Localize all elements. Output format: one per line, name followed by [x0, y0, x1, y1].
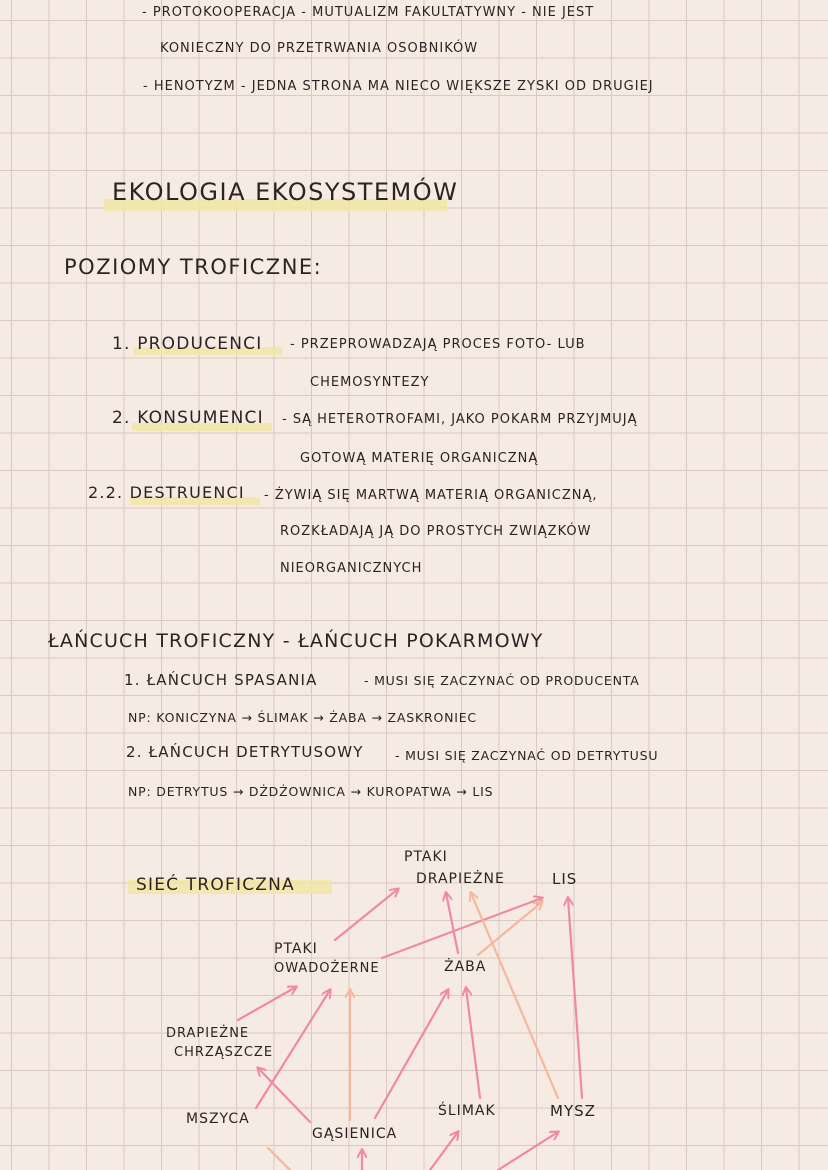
level-2-term: 2. KONSUMENCI — [112, 408, 264, 428]
node-ptaki-owadozerne-1: PTAKI — [274, 941, 318, 957]
node-ptaki-drapiezne-1: PTAKI — [404, 849, 448, 865]
food-web-title: SIEĆ TROFICZNA — [136, 875, 295, 895]
arrow-zaba-to-drapiezne — [446, 893, 458, 953]
node-gasienica: GĄSIENICA — [312, 1126, 398, 1142]
arrow-mysz-to-lis — [568, 898, 582, 1098]
trophic-levels-heading: POZIOMY TROFICZNE: — [64, 255, 323, 279]
level-2-def: - SĄ HETEROTROFAMI, JAKO POKARM PRZYJMUJĄ — [282, 412, 638, 427]
node-ptaki-owadozerne-2: OWADOŻERNE — [274, 961, 380, 976]
level-1-cont: CHEMOSYNTEZY — [310, 375, 430, 390]
chain-1-rule: - MUSI SIĘ ZACZYNAĆ OD PRODUCENTA — [364, 673, 640, 688]
level-3-term: 2.2. DESTRUENCI — [88, 483, 245, 502]
intro-line-3: - HENOTYZM - JEDNA STRONA MA NIECO WIĘKSZE ZYSKI OD DRUGIEJ — [143, 79, 654, 94]
chain-1-title: 1. ŁAŃCUCH SPASANIA — [124, 671, 318, 689]
arrow-bottom-mszyca-source — [268, 1148, 290, 1170]
node-mszyca: MSZYCA — [186, 1111, 250, 1127]
arrow-chrzaszcze-to-owadozerne — [238, 987, 296, 1020]
level-1-term: 1. PRODUCENCI — [112, 334, 263, 354]
node-lis: LIS — [552, 870, 578, 888]
chain-2-title: 2. ŁAŃCUCH DETRYTUSOWY — [126, 743, 364, 761]
arrow-bottom-to-mysz — [498, 1132, 558, 1170]
node-zaba: ŻABA — [444, 959, 487, 975]
node-slimak: ŚLIMAK — [438, 1103, 496, 1119]
level-1-def: - PRZEPROWADZAJĄ PROCES FOTO- LUB — [290, 337, 586, 352]
node-mysz: MYSZ — [550, 1102, 596, 1120]
section-title: EKOLOGIA EKOSYSTEMÓW — [112, 178, 459, 206]
arrow-gasienica-to-chrzaszcze — [258, 1068, 310, 1122]
level-3-cont-2: NIEORGANICZNYCH — [280, 561, 423, 576]
level-3-cont-1: ROZKŁADAJĄ JĄ DO PROSTYCH ZWIĄZKÓW — [280, 524, 592, 539]
node-ptaki-drapiezne-2: DRAPIEŻNE — [416, 871, 505, 887]
intro-line-2: KONIECZNY DO PRZETRWANIA OSOBNIKÓW — [160, 41, 479, 56]
arrow-bottom-to-slimak — [430, 1132, 458, 1170]
arrow-slimak-to-zaba — [466, 988, 480, 1098]
arrow-owadozerne-to-lis — [382, 898, 542, 958]
arrow-owadozerne-to-drapiezne — [335, 889, 398, 940]
node-drapiezne-chrzaszcze-1: DRAPIEŻNE — [166, 1026, 250, 1041]
arrow-gasienica-to-zaba — [375, 990, 448, 1118]
chain-2-example: NP: DETRYTUS → DŻDŻOWNICA → KUROPATWA → LIS — [128, 784, 494, 799]
trophic-chain-heading: ŁAŃCUCH TROFICZNY - ŁAŃCUCH POKARMOWY — [48, 630, 544, 652]
level-3-def: - ŻYWIĄ SIĘ MARTWĄ MATERIĄ ORGANICZNĄ, — [264, 488, 598, 503]
level-2-cont: GOTOWĄ MATERIĘ ORGANICZNĄ — [300, 451, 539, 466]
intro-line-1: - PROTOKOOPERACJA - MUTUALIZM FAKULTATYWNY - NIE JEST — [142, 5, 595, 20]
node-drapiezne-chrzaszcze-2: CHRZĄSZCZE — [174, 1045, 274, 1060]
chain-1-example: NP: KONICZYNA → ŚLIMAK → ŻABA → ZASKRONIEC — [128, 710, 477, 725]
chain-2-rule: - MUSI SIĘ ZACZYNAĆ OD DETRYTUSU — [395, 748, 659, 763]
